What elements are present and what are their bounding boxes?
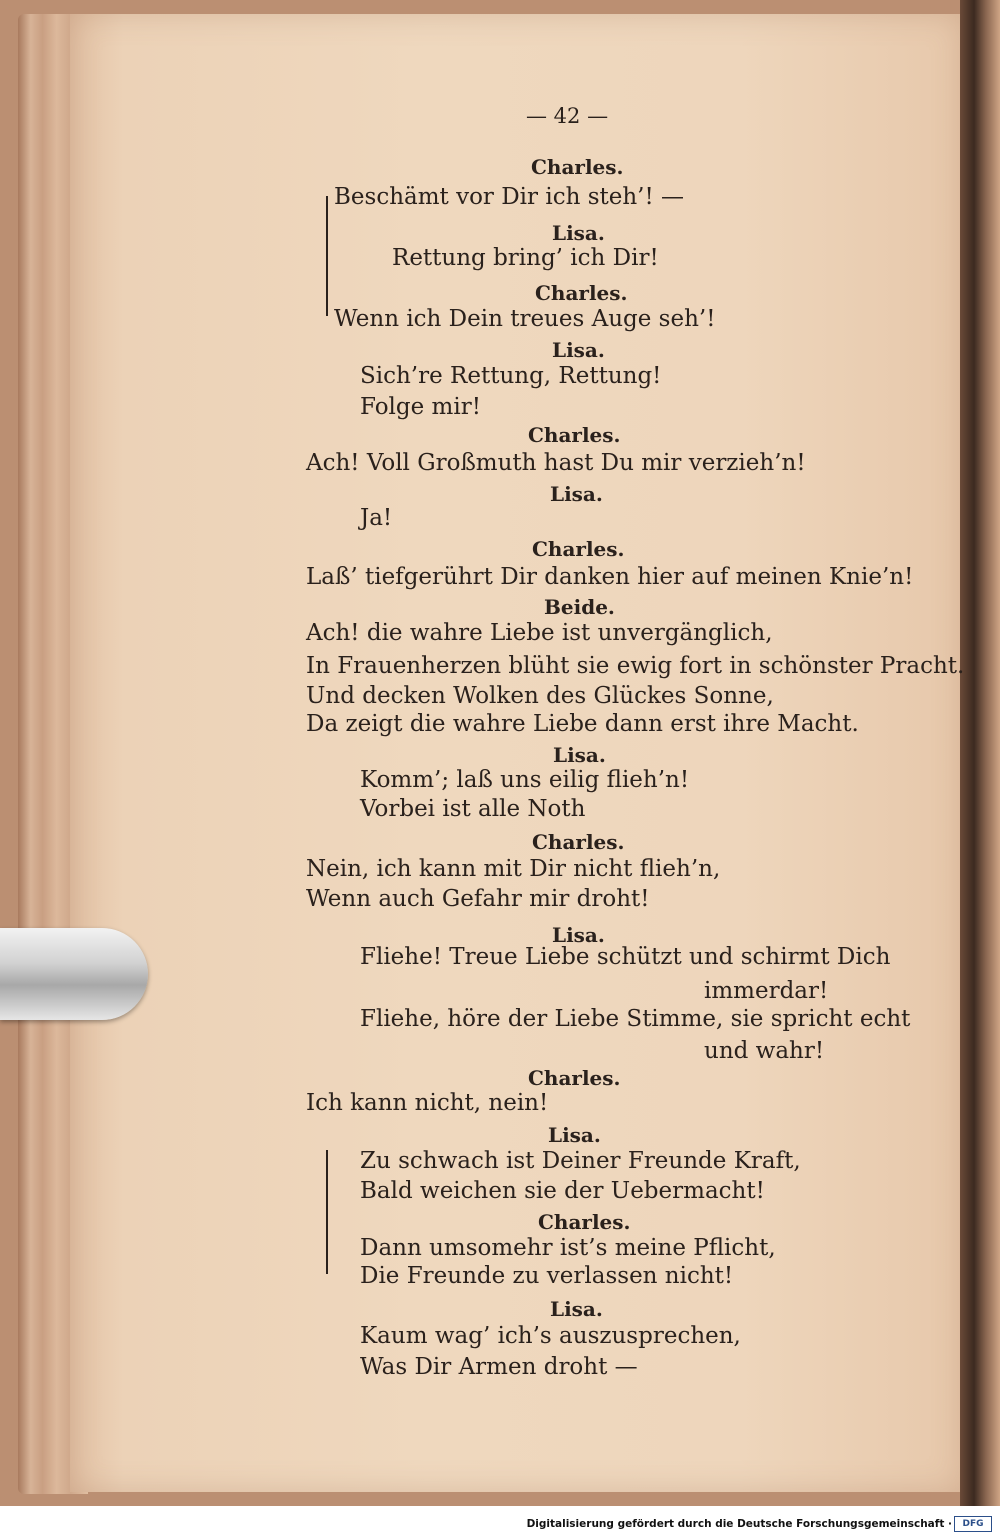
dialogue-line: Vorbei ist alle Noth bbox=[360, 796, 586, 822]
speaker-label: Lisa. bbox=[550, 482, 603, 506]
speaker-label: Beide. bbox=[544, 595, 615, 619]
funding-credit: Digitalisierung gefördert durch die Deutsche Forschungsgemeinschaft · bbox=[526, 1518, 952, 1530]
bracket-line bbox=[326, 196, 328, 316]
dialogue-line: Fliehe! Treue Liebe schützt und schirmt Dich bbox=[360, 944, 891, 970]
dialogue-line: Ach! Voll Großmuth hast Du mir verzieh’n! bbox=[306, 450, 806, 476]
dialogue-line: Sich’re Rettung, Rettung! bbox=[360, 363, 662, 389]
speaker-label: Charles. bbox=[538, 1210, 631, 1234]
dialogue-line: Was Dir Armen droht — bbox=[360, 1354, 638, 1380]
dialogue-line: Beschämt vor Dir ich steh’! — bbox=[334, 184, 685, 210]
speaker-label: Lisa. bbox=[552, 923, 605, 947]
dialogue-line: Zu schwach ist Deiner Freunde Kraft, bbox=[360, 1148, 801, 1174]
dialogue-line: immerdar! bbox=[704, 978, 829, 1004]
speaker-label: Charles. bbox=[531, 155, 624, 179]
dialogue-line: Da zeigt die wahre Liebe dann erst ihre Macht. bbox=[306, 711, 859, 737]
dialogue-line: Wenn ich Dein treues Auge seh’! bbox=[334, 306, 716, 332]
speaker-label: Lisa. bbox=[548, 1123, 601, 1147]
dialogue-line: Folge mir! bbox=[360, 394, 481, 420]
speaker-label: Charles. bbox=[535, 281, 628, 305]
dfg-logo: DFG bbox=[954, 1516, 992, 1532]
speaker-label: Charles. bbox=[532, 830, 625, 854]
dialogue-line: Rettung bring’ ich Dir! bbox=[392, 245, 659, 271]
speaker-label: Lisa. bbox=[552, 221, 605, 245]
dialogue-line: Dann umsomehr ist’s meine Pflicht, bbox=[360, 1235, 776, 1261]
speaker-label: Charles. bbox=[528, 1066, 621, 1090]
dialogue-line: Und decken Wolken des Glückes Sonne, bbox=[306, 683, 774, 709]
book-gutter bbox=[960, 0, 1000, 1506]
page-number: — 42 — bbox=[526, 104, 609, 128]
bracket-line bbox=[326, 1150, 328, 1274]
dialogue-line: Ja! bbox=[360, 505, 393, 531]
page-clip bbox=[0, 928, 148, 1020]
dialogue-line: Nein, ich kann mit Dir nicht flieh’n, bbox=[306, 856, 721, 882]
dialogue-line: Die Freunde zu verlassen nicht! bbox=[360, 1263, 734, 1289]
dialogue-line: Ach! die wahre Liebe ist unvergänglich, bbox=[306, 620, 773, 646]
speaker-label: Lisa. bbox=[553, 743, 606, 767]
speaker-label: Charles. bbox=[532, 537, 625, 561]
dialogue-line: In Frauenherzen blüht sie ewig fort in schönster Pracht. bbox=[306, 653, 965, 679]
dialogue-line: Laß’ tiefgerührt Dir danken hier auf meinen Knie’n! bbox=[306, 564, 914, 590]
speaker-label: Lisa. bbox=[552, 338, 605, 362]
dialogue-line: Ich kann nicht, nein! bbox=[306, 1090, 549, 1116]
footer-bar bbox=[0, 1506, 1000, 1538]
dialogue-line: Kaum wag’ ich’s auszusprechen, bbox=[360, 1323, 741, 1349]
dialogue-line: und wahr! bbox=[704, 1038, 825, 1064]
dialogue-line: Bald weichen sie der Uebermacht! bbox=[360, 1178, 765, 1204]
speaker-label: Charles. bbox=[528, 423, 621, 447]
dialogue-line: Wenn auch Gefahr mir droht! bbox=[306, 886, 650, 912]
speaker-label: Lisa. bbox=[550, 1297, 603, 1321]
dialogue-line: Fliehe, höre der Liebe Stimme, sie spricht echt bbox=[360, 1006, 911, 1032]
dialogue-line: Komm’; laß uns eilig flieh’n! bbox=[360, 767, 690, 793]
